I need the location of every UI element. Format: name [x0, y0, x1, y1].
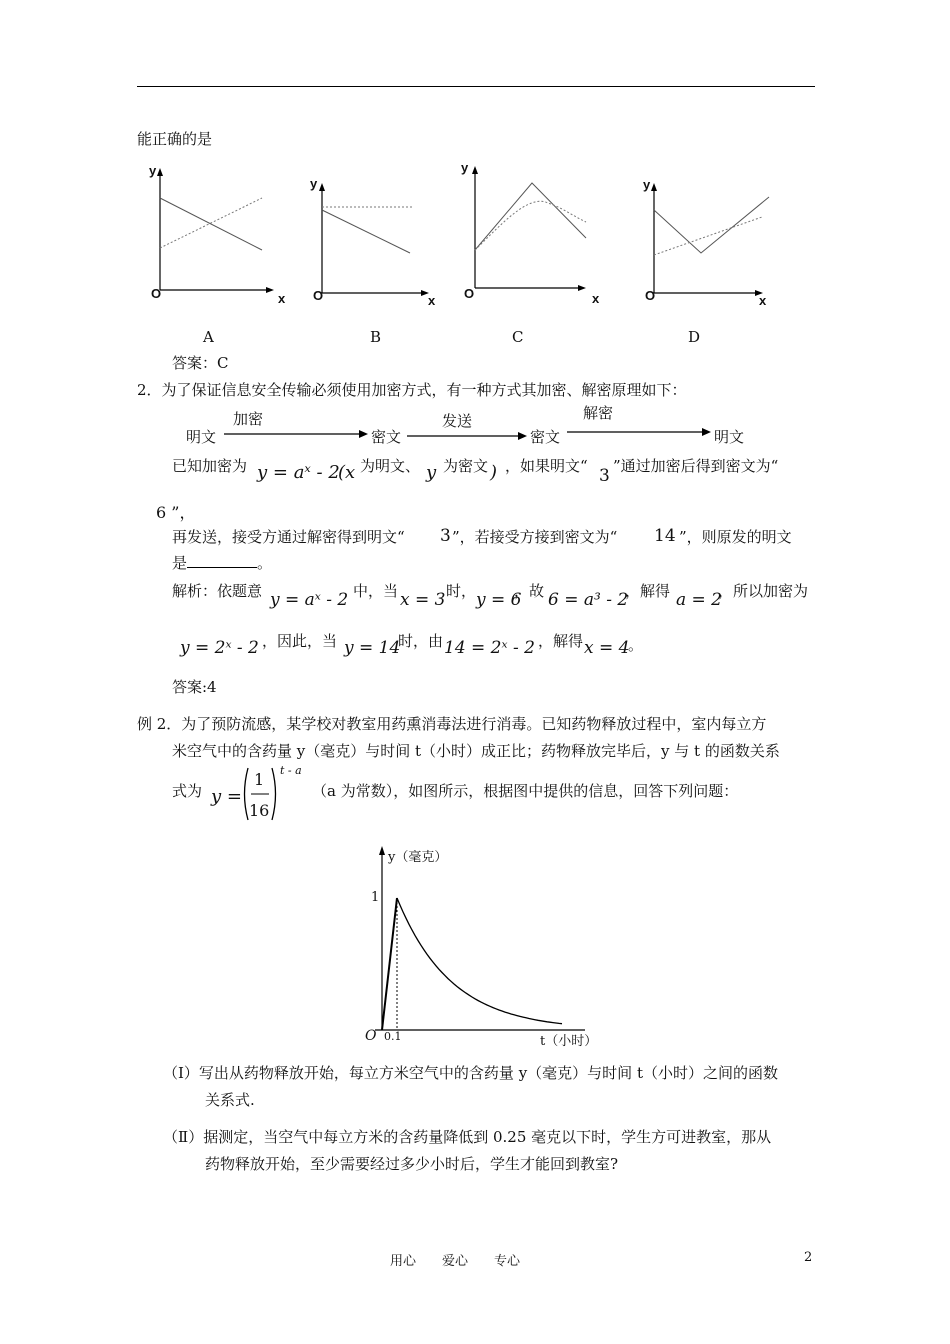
- graph-d-solid-line: [654, 197, 769, 253]
- analysis2-f3: 14 = 2ˣ - 2: [444, 638, 535, 658]
- q2-line3-a: 再发送，接受方通过解密得到明文“: [172, 528, 405, 546]
- graph-b-solid-line: [322, 210, 410, 253]
- graph-c-y-label: y: [461, 160, 469, 175]
- q2-line1-formula: y = aˣ - 2: [257, 462, 340, 483]
- graph-d-y-arrow: [651, 183, 657, 191]
- graph-a: [140, 160, 300, 310]
- graph-a-y-arrow: [157, 168, 163, 176]
- graph-d: [637, 175, 782, 310]
- graph-b: [305, 175, 450, 310]
- ex2-line3-b: （a 为常数），如图所示，根据图中提供的信息，回答下列问题：: [312, 782, 739, 800]
- analysis-f5: a = 2: [676, 590, 723, 610]
- q2-line2: 6 ”，: [156, 503, 196, 522]
- graph-b-x-label: x: [428, 293, 436, 308]
- q2-line1-suffix-b: ”通过加密后得到密文为“: [613, 457, 779, 475]
- q2-line3-c: ”，则原发的明文: [679, 528, 792, 546]
- analysis-f1: y = aˣ - 2: [270, 590, 349, 610]
- analysis2-f1: y = 2ˣ - 2: [180, 638, 259, 658]
- analysis2-b: 时，由: [398, 632, 444, 650]
- graph-c: [458, 158, 603, 308]
- q2-line3-num14: 14: [654, 526, 676, 546]
- graph-d-caption: D: [688, 328, 701, 346]
- graph-a-x-label: x: [278, 291, 286, 306]
- graph-c-origin: O: [464, 286, 475, 301]
- analysis2-c: ，解得: [538, 632, 584, 650]
- flow-cipher-2: 密文: [530, 428, 561, 446]
- flow-arrow-3: [565, 424, 715, 440]
- ex2-formula-y: y =: [211, 786, 242, 807]
- decay-origin: O: [365, 1028, 377, 1044]
- flow-cipher-1: 密文: [371, 428, 402, 446]
- analysis-e: ，解得: [625, 582, 671, 600]
- decay-y-arrow: [379, 846, 385, 855]
- graph-c-x-label: x: [592, 291, 600, 306]
- analysis-g: ，所以加密为: [718, 582, 809, 600]
- flow-encrypt-label: 加密: [233, 410, 264, 428]
- decay-chart: [355, 840, 600, 1050]
- graph-a-origin: O: [151, 286, 162, 301]
- graph-a-caption: A: [203, 328, 214, 346]
- page-number: 2: [804, 1250, 813, 1265]
- graph-c-caption: C: [512, 328, 524, 346]
- decay-y-label: y（毫克）: [388, 850, 448, 865]
- analysis-f3: y = 6: [476, 590, 522, 610]
- q2-line3-b: ”，若接受方接到密文为“: [452, 528, 618, 546]
- answer-2: 答案:4: [172, 678, 217, 696]
- ex2-part1-a: （Ⅰ）写出从药物释放开始，每立方米空气中的含药量 y（毫克）与时间 t（小时）之间的函数: [163, 1064, 778, 1082]
- graph-c-y-arrow: [472, 166, 478, 174]
- flow-decrypt-label: 解密: [583, 404, 614, 422]
- ex2-line3-a: 式为: [172, 782, 203, 800]
- graph-d-y-label: y: [643, 177, 651, 192]
- ex2-line1: 例 2．为了预防流感，某学校对教室用药熏消毒法进行消毒。已知药物释放过程中，室内每立方: [137, 715, 767, 733]
- graph-c-x-arrow: [578, 285, 586, 291]
- ex2-formula-exp: t - a: [280, 764, 302, 777]
- q2-line1-paren-close: ): [490, 462, 498, 483]
- q2-line1-suffix-a: ，如果明文“: [505, 457, 588, 475]
- analysis-d: ，故: [514, 582, 545, 600]
- analysis-c: 时，: [446, 582, 477, 600]
- q2-line1-ciphertext: 为密文: [443, 457, 489, 475]
- q2-line4-end: 。: [257, 554, 273, 572]
- decay-x-label: t（小时）: [540, 1034, 598, 1049]
- graph-b-y-arrow: [319, 183, 325, 191]
- graph-b-caption: B: [370, 328, 382, 346]
- graph-a-x-arrow: [266, 287, 274, 293]
- answer-blank[interactable]: [187, 553, 257, 568]
- analysis2-d: 。: [628, 636, 644, 654]
- decay-rise-line: [382, 898, 397, 1030]
- analysis2-a: ，因此，当: [262, 632, 338, 650]
- graph-c-solid-line: [475, 183, 586, 250]
- header-rule: [137, 86, 815, 87]
- analysis-b: 中，当: [353, 582, 399, 600]
- graph-c-dotted-curve: [475, 201, 586, 250]
- ex2-line2: 米空气中的含药量 y（毫克）与时间 t（小时）成正比；药物释放完毕后，y 与 t 的函数关系: [172, 742, 780, 760]
- decay-tick-x: 0.1: [384, 1030, 402, 1043]
- graph-a-y-label: y: [149, 163, 157, 178]
- q2-line3-num3: 3: [440, 526, 451, 546]
- analysis2-f4: x = 4: [584, 638, 630, 658]
- graph-b-y-label: y: [310, 176, 318, 191]
- ex2-formula-den: 16: [249, 801, 270, 820]
- ex2-part2-a: （Ⅱ）据测定，当空气中每立方米的含药量降低到 0.25 毫克以下时，学生方可进教室，那从: [163, 1128, 772, 1146]
- flow-send-label: 发送: [442, 412, 473, 430]
- decay-tick-y: 1: [371, 890, 380, 905]
- graph-d-x-label: x: [759, 293, 767, 308]
- footer-center: 用心 爱心 专心: [390, 1254, 521, 1269]
- ex2-part1-b: 关系式.: [205, 1091, 255, 1109]
- flow-arrow-1: [222, 426, 372, 442]
- q2-line1-paren: (x: [338, 462, 356, 483]
- intro-line: 能正确的是: [137, 130, 213, 148]
- ex2-part2-b: 药物释放开始，至少需要经过多少小时后，学生才能回到教室?: [205, 1155, 619, 1173]
- q2-line1-prefix: 已知加密为: [172, 457, 248, 475]
- analysis-f4: 6 = a³ - 2: [548, 590, 629, 610]
- q2-line1-num3: 3: [599, 466, 610, 486]
- answer-1: 答案：C: [172, 354, 229, 372]
- graph-d-origin: O: [645, 288, 656, 303]
- flow-arrow-2: [405, 428, 530, 444]
- q2-line4: [172, 552, 272, 573]
- flow-plain-1: 明文: [186, 428, 217, 446]
- graph-b-origin: O: [313, 288, 324, 303]
- flow-plain-2: 明文: [714, 428, 745, 446]
- ex2-formula-num: 1: [254, 770, 265, 789]
- graph-d-dotted-line: [654, 217, 762, 255]
- q2-line1-plaintext: 为明文、: [360, 457, 421, 475]
- analysis2-f2: y = 14: [344, 638, 401, 658]
- q2-stem: 2．为了保证信息安全传输必须使用加密方式，有一种方式其加密、解密原理如下：: [137, 381, 687, 399]
- analysis-a: 解析：依题意: [172, 582, 263, 600]
- q2-line1-y: y: [426, 462, 437, 483]
- decay-curve: [397, 898, 562, 1024]
- q2-line4-text: 是: [172, 554, 188, 572]
- analysis-f2: x = 3: [400, 590, 446, 610]
